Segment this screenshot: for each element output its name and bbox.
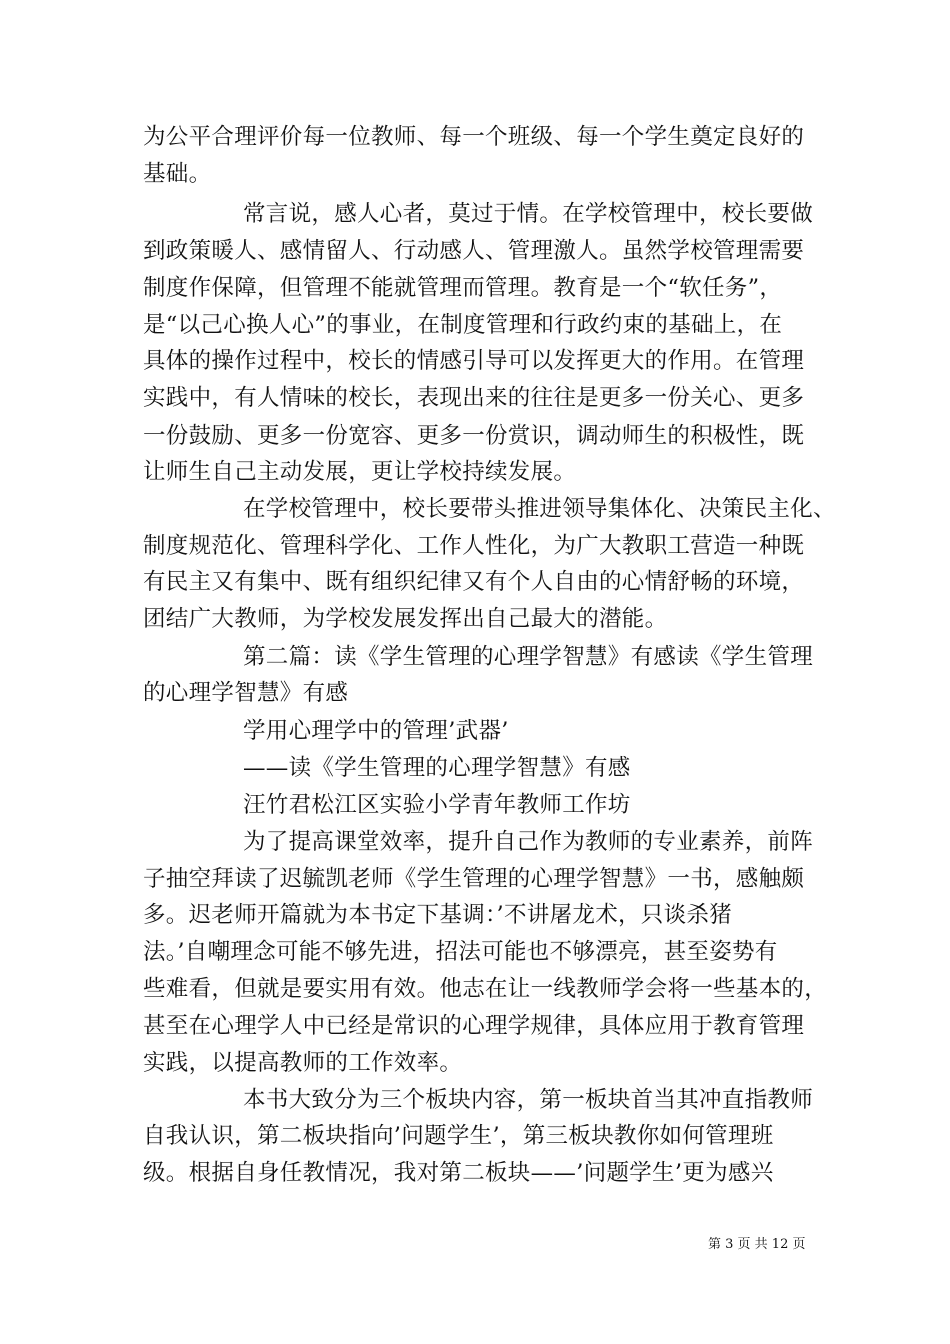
text-line: 制度作保障，但管理不能就管理而管理。教育是一个“软任务”， (143, 275, 783, 301)
text-line: 甚至在心理学人中已经是常识的心理学规律，具体应用于教育管理 (143, 1013, 805, 1039)
text-line: 一份鼓励、更多一份宽容、更多一份赏识，调动师生的积极性，既 (143, 423, 805, 449)
section-heading: 第二篇：读《学生管理的心理学智慧》有感读《学生管理 (243, 644, 814, 670)
text-line: 基础。 (143, 161, 212, 187)
article-title: 学用心理学中的管理’武器’ (243, 718, 509, 744)
text-line: 法。’自嘲理念可能不够先进，招法可能也不够漂亮，甚至姿势有 (143, 939, 778, 965)
text-line: 级。根据自身任教情况，我对第二板块——’问题学生’更为感兴 (143, 1160, 774, 1186)
text-line: 常言说，感人心者，莫过于情。在学校管理中，校长要做 (243, 201, 814, 227)
text-line: 团结广大教师，为学校发展发挥出自己最大的潜能。 (143, 606, 668, 632)
text-line: 子抽空拜读了迟毓凯老师《学生管理的心理学智慧》一书，感触颇 (143, 866, 805, 892)
text-line: 是“以己心换人心”的事业，在制度管理和行政约束的基础上，在 (143, 312, 783, 338)
text-line: 在学校管理中，校长要带头推进领导集体化、决策民主化、 (243, 496, 836, 522)
text-line: 自我认识，第二板块指向’问题学生’，第三板块教你如何管理班 (143, 1123, 774, 1149)
article-author: 汪竹君松江区实验小学青年教师工作坊 (243, 792, 631, 818)
text-line: 本书大致分为三个板块内容，第一板块首当其冲直指教师 (243, 1087, 814, 1113)
page-number: 第 3 页 共 12 页 (708, 1237, 806, 1252)
text-line: 些难看，但就是要实用有效。他志在让一线教师学会将一些基本的， (143, 976, 828, 1002)
text-line: 实践中，有人情味的校长，表现出来的往往是更多一份关心、更多 (143, 385, 805, 411)
text-line: 为了提高课堂效率，提升自己作为教师的专业素养，前阵 (243, 829, 814, 855)
text-line: 让师生自己主动发展，更让学校持续发展。 (143, 459, 577, 485)
text-line: 实践，以提高教师的工作效率。 (143, 1050, 463, 1076)
text-line: 有民主又有集中、既有组织纪律又有个人自由的心情舒畅的环境， (143, 569, 805, 595)
section-heading: 的心理学智慧》有感 (143, 680, 349, 706)
text-line: 具体的操作过程中，校长的情感引导可以发挥更大的作用。在管理 (143, 348, 805, 374)
text-line: 制度规范化、管理科学化、工作人性化，为广大教职工营造一种既 (143, 533, 805, 559)
text-line: 为公平合理评价每一位教师、每一个班级、每一个学生奠定良好的 (143, 124, 805, 150)
text-line: 多。迟老师开篇就为本书定下基调：’不讲屠龙术，只谈杀猪 (143, 902, 733, 928)
text-line: 到政策暖人、感情留人、行动感人、管理激人。虽然学校管理需要 (143, 238, 805, 264)
article-subtitle: ——读《学生管理的心理学智慧》有感 (243, 755, 631, 781)
